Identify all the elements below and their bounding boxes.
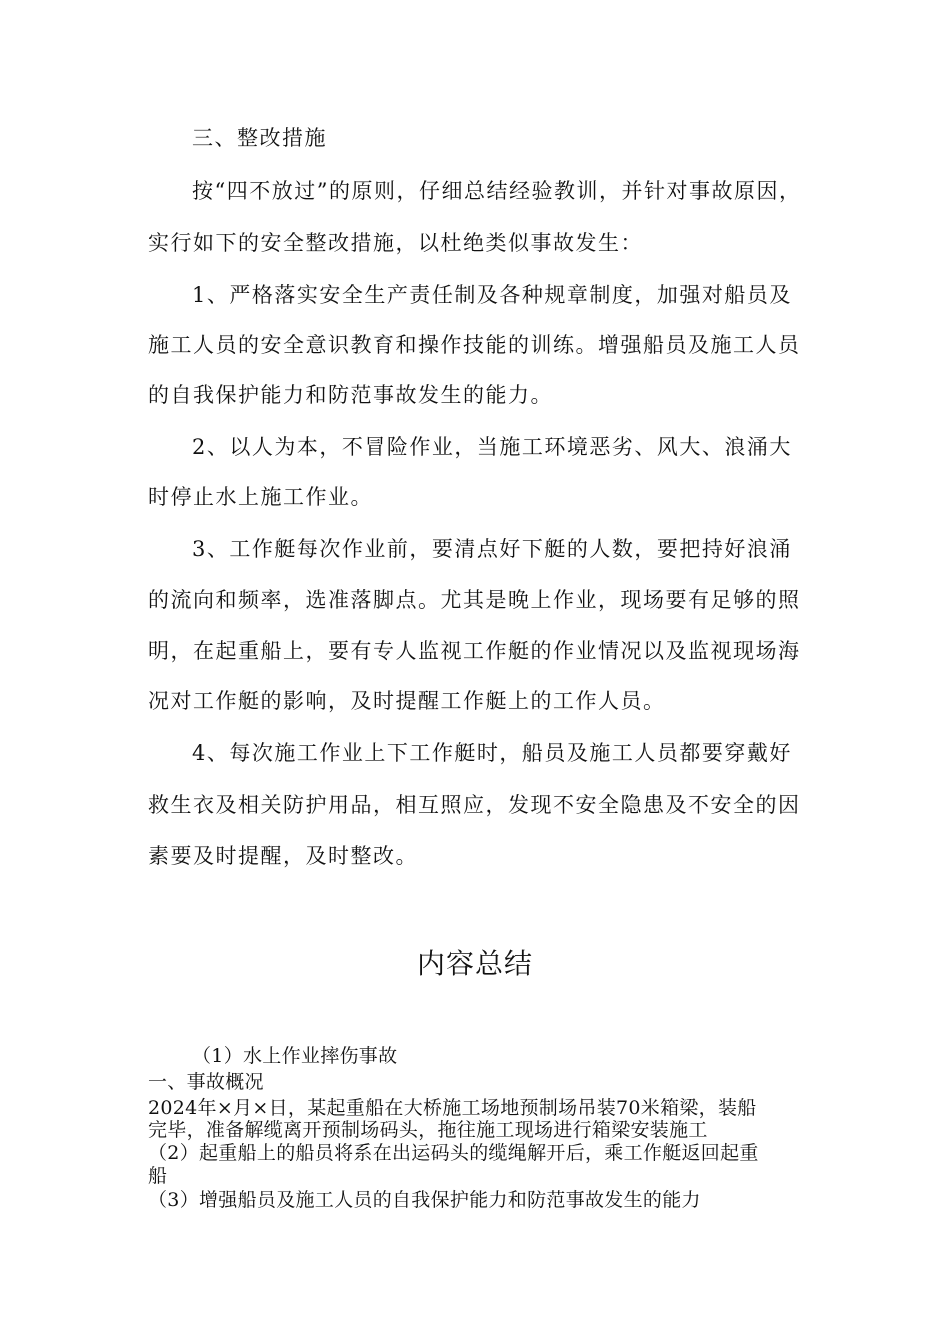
item-1-line-3: 的自我保护能力和防范事故发生的能力。	[148, 383, 553, 407]
summary-line: （1）水上作业摔伤事故	[192, 1045, 398, 1067]
item-2-line-1: 2、以人为本，不冒险作业，当施工环境恶劣、风大、浪涌大	[192, 435, 792, 459]
intro-line-2: 实行如下的安全整改措施，以杜绝类似事故发生：	[148, 231, 643, 255]
item-3-line-2: 的流向和频率，选准落脚点。尤其是晚上作业，现场要有足够的照	[148, 588, 801, 612]
summary-line: 一、事故概况	[148, 1071, 264, 1093]
item-1-line-2: 施工人员的安全意识教育和操作技能的训练。增强船员及施工人员	[148, 333, 801, 357]
item-4-line-3: 素要及时提醒，及时整改。	[148, 844, 418, 868]
item-2-line-2: 时停止水上施工作业。	[148, 485, 373, 509]
summary-line: 2024年×月×日，某起重船在大桥施工场地预制场吊装70米箱梁，装船	[148, 1097, 757, 1119]
item-3-line-4: 况对工作艇的影响，及时提醒工作艇上的工作人员。	[148, 689, 666, 713]
summary-line: 完毕，准备解缆离开预制场码头，拖往施工现场进行箱梁安装施工	[148, 1119, 708, 1141]
item-4-line-1: 4、每次施工作业上下工作艇时，船员及施工人员都要穿戴好	[192, 741, 792, 765]
intro-line-1: 按“四不放过”的原则，仔细总结经验教训，并针对事故原因，	[192, 179, 802, 203]
item-3-line-1: 3、工作艇每次作业前，要清点好下艇的人数，要把持好浪涌	[192, 537, 792, 561]
item-3-line-3: 明，在起重船上，要有专人监视工作艇的作业情况以及监视现场海	[148, 639, 801, 663]
item-1-line-1: 1、严格落实安全生产责任制及各种规章制度，加强对船员及	[192, 283, 792, 307]
summary-line: （3）增强船员及施工人员的自我保护能力和防范事故发生的能力	[148, 1189, 701, 1211]
summary-title: 内容总结	[416, 947, 533, 980]
summary-line: 船	[148, 1165, 168, 1187]
section-heading: 三、整改措施	[192, 126, 327, 150]
summary-line: （2）起重船上的船员将系在出运码头的缆绳解开后，乘工作艇返回起重	[148, 1142, 759, 1164]
item-4-line-2: 救生衣及相关防护用品，相互照应，发现不安全隐患及不安全的因	[148, 793, 801, 817]
